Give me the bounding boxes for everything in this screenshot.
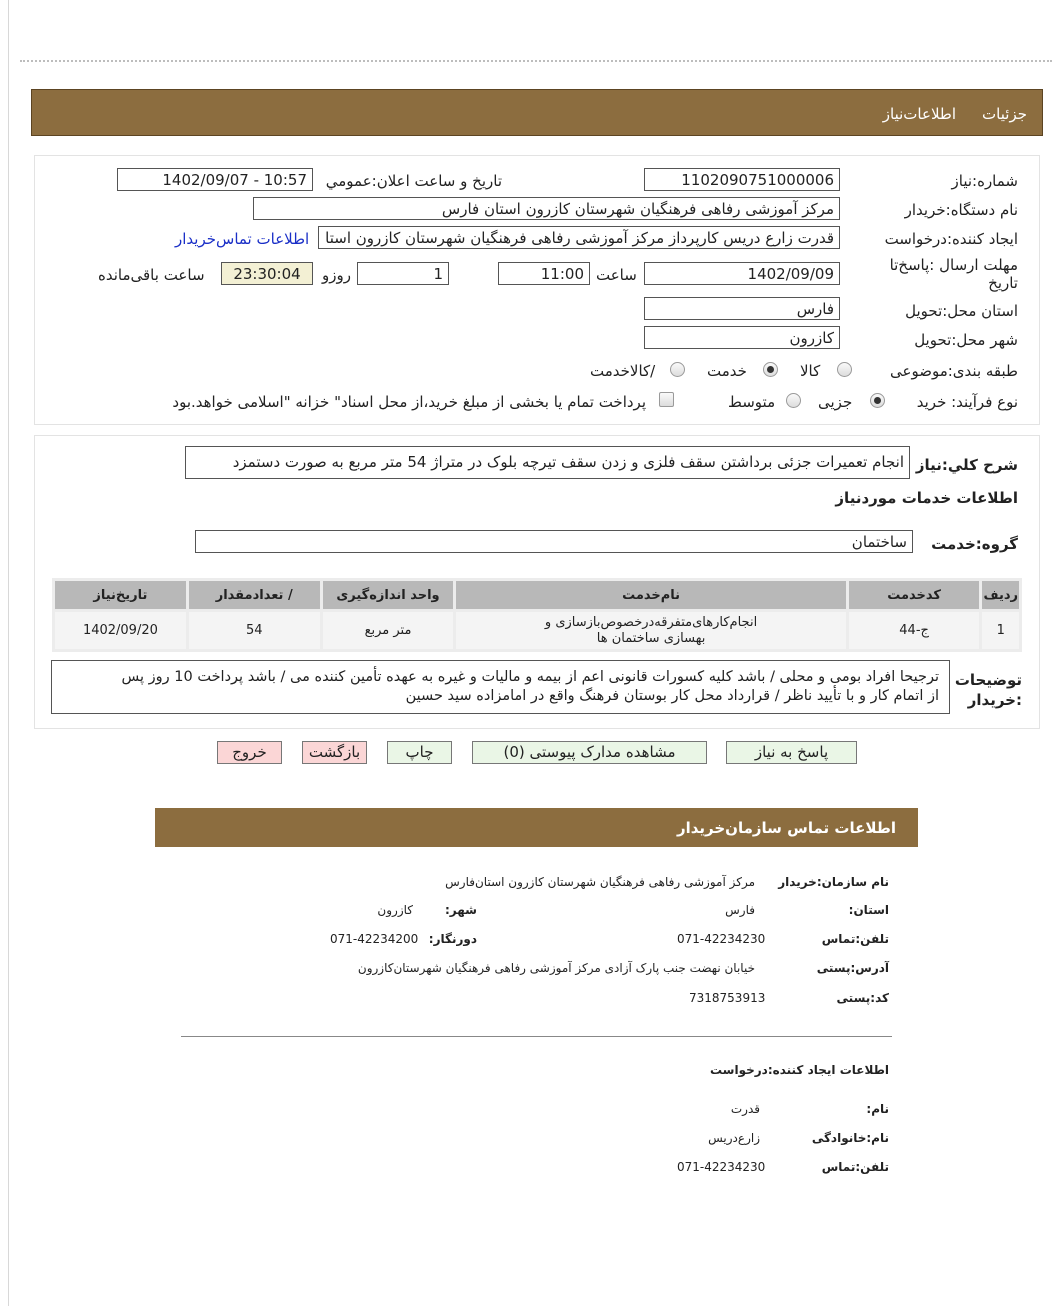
payment-note: پرداخت تمام یا بخشی از مبلغ خرید،از محل اسناد" خزانه "اسلامی خواهد.بود <box>172 393 646 411</box>
category-radio-service[interactable] <box>763 362 778 377</box>
category-option-goods: کالا <box>800 362 821 380</box>
buyer-notes-box <box>51 660 950 714</box>
contact-city: کازرون <box>377 903 413 917</box>
contact-phone: 071-42234230 <box>677 932 766 946</box>
summary-field: انجام تعمیرات جزئی برداشتن سقف فلزی و زدن سقف تیرچه بلوک در متراژ 54 متر مربع به صورت دستمزد <box>185 446 910 479</box>
contact-org: مرکز آموزشی رفاهی فرهنگیان شهرستان کازرون استان‌فارس <box>445 875 755 889</box>
cell-unit: متر مربع <box>323 612 454 649</box>
col-row: ردیف <box>982 581 1019 609</box>
remaining-label: ساعت باقی‌مانده <box>98 266 205 284</box>
deadline-date-field: 1402/09/09 <box>644 262 840 285</box>
buyer-notes-line1: ترجیحا افراد بومی و محلی / باشد کلیه کسورات قانونی اعم از بیمه و مالیات و غیره به عهده تأمین کننده می / باشد پرداخت 10 روز پس <box>121 669 939 685</box>
need-number-field: 1102090751000006 <box>644 168 840 191</box>
tab-need-info[interactable]: اطلاعات‌نیاز <box>882 105 956 123</box>
top-divider <box>20 60 1052 62</box>
category-radio-goods[interactable] <box>837 362 852 377</box>
reply-button[interactable]: پاسخ به نیاز <box>726 741 857 764</box>
col-qty: / تعدادمقدار <box>189 581 320 609</box>
announce-label: تاریخ و ساعت اعلان:عمومي <box>325 172 502 190</box>
category-label: طبقه بندی:موضوعی <box>890 362 1018 380</box>
left-rule <box>8 0 9 1306</box>
days-field: 1 <box>357 262 449 285</box>
col-date: تاریخ‌نیاز <box>55 581 186 609</box>
buyer-notes-line2: از اتمام کار و با تأیید ناظر / قرارداد محل کار بوستان فرهنگ واقع در امامزاده سید حسین <box>405 688 939 704</box>
tab-details[interactable]: جزئیات <box>982 105 1027 123</box>
back-button[interactable]: بازگشت <box>302 741 367 764</box>
cell-qty: 54 <box>189 612 320 649</box>
service-group-label: گروه:خدمت <box>931 535 1018 553</box>
table-row <box>55 612 1019 649</box>
category-radio-goods-service[interactable] <box>670 362 685 377</box>
creator-label: ایجاد کننده:درخواست <box>884 230 1018 248</box>
contact-title: اطلاعات تماس سازمان‌خریدار <box>676 819 896 837</box>
cell-row: 1 <box>982 612 1019 649</box>
contact-org-label: نام سازمان:خریدار <box>778 875 889 889</box>
buyer-notes-label-line2: :خریدار <box>967 691 1022 709</box>
contact-city-label: شهر: <box>445 903 477 917</box>
days-label: روزو <box>322 266 351 284</box>
deadline-label: مهلت ارسال :پاسخ‌تا تاریخ <box>889 256 1018 292</box>
buyer-contact-link[interactable]: اطلاعات تماس‌خریدار <box>175 230 310 248</box>
payment-checkbox[interactable] <box>659 392 674 407</box>
cell-name <box>456 612 845 649</box>
remaining-time-field: 23:30:04 <box>221 262 313 285</box>
time-label: ساعت <box>596 266 637 284</box>
exit-button[interactable]: خروج <box>217 741 282 764</box>
col-unit: واحد اندازه‌گیری <box>323 581 454 609</box>
creator-field: قدرت زارع دریس کارپرداز مرکز آموزشی رفاهی فرهنگیان شهرستان کازرون استا <box>318 226 840 249</box>
process-radio-minor[interactable] <box>870 393 885 408</box>
contact-address: خیابان نهضت جنب پارک آزادی مرکز آموزشی رفاهی فرهنگیان شهرستان‌کازرون <box>357 961 755 975</box>
contact-fax: 071-42234200 <box>330 932 419 946</box>
contact-phone-label: تلفن:تماس <box>821 932 889 946</box>
cell-date: 1402/09/20 <box>55 612 186 649</box>
creator-info-title: اطلاعات ایجاد کننده:درخواست <box>709 1063 889 1077</box>
contact-header <box>155 808 918 847</box>
contact-address-label: آدرس:پستی <box>816 961 889 975</box>
services-table <box>52 578 1022 652</box>
buyer-notes-label <box>955 670 1022 710</box>
creator-family: زارع‌دریس <box>708 1131 760 1145</box>
col-name: نام‌خدمت <box>456 581 845 609</box>
process-label: نوع فرآیند: خرید <box>916 393 1018 411</box>
province-label: استان محل:تحویل <box>905 302 1018 320</box>
service-group-field: ساختمان <box>195 530 913 553</box>
province-field: فارس <box>644 297 840 320</box>
city-label: شهر محل:تحویل <box>914 331 1018 349</box>
buyer-notes-label-line1: توضیحات <box>954 671 1022 689</box>
process-radio-medium[interactable] <box>786 393 801 408</box>
header-bar <box>31 89 1043 136</box>
announce-field: 1402/09/07 - 10:57 <box>117 168 313 191</box>
cell-name-line1: انجام‌کارهای‌متفرقه‌درخصوص‌بازسازی و <box>544 614 758 630</box>
cell-code: ج-44 <box>849 612 980 649</box>
creator-phone: 071-42234230 <box>677 1160 766 1174</box>
summary-label: شرح کلي:نیاز <box>915 456 1018 474</box>
services-title: اطلاعات خدمات موردنیاز <box>835 489 1018 507</box>
contact-province-label: استان: <box>848 903 889 917</box>
contact-postal-label: کد:پستی <box>836 991 889 1005</box>
creator-phone-label: تلفن:تماس <box>821 1160 889 1174</box>
contact-province: فارس <box>725 903 755 917</box>
buyer-org-label: نام دستگاه:خریدار <box>904 201 1018 219</box>
process-option-medium: متوسط <box>728 393 776 411</box>
contact-postal: 7318753913 <box>689 991 766 1005</box>
deadline-time-field: 11:00 <box>498 262 590 285</box>
process-option-minor: جزیی <box>818 393 853 411</box>
category-option-goods-service: /کالاخدمت <box>590 362 656 380</box>
contact-fax-label: دورنگار: <box>428 932 477 946</box>
creator-family-label: نام:خانوادگی <box>811 1131 889 1145</box>
need-number-label: شماره:نیاز <box>951 172 1018 190</box>
city-field: کازرون <box>644 326 840 349</box>
category-option-service: خدمت <box>707 362 747 380</box>
buyer-org-field: مرکز آموزشی رفاهی فرهنگیان شهرستان کازرون استان فارس <box>253 197 840 220</box>
attachments-button[interactable]: مشاهده مدارک پیوستی (0) <box>472 741 707 764</box>
cell-name-line2: بهسازی ساختمان ها <box>596 630 706 646</box>
section-divider <box>181 1036 892 1037</box>
creator-name: قدرت <box>730 1102 760 1116</box>
print-button[interactable]: چاپ <box>387 741 452 764</box>
col-code: کدخدمت <box>849 581 980 609</box>
creator-name-label: نام: <box>866 1102 889 1116</box>
